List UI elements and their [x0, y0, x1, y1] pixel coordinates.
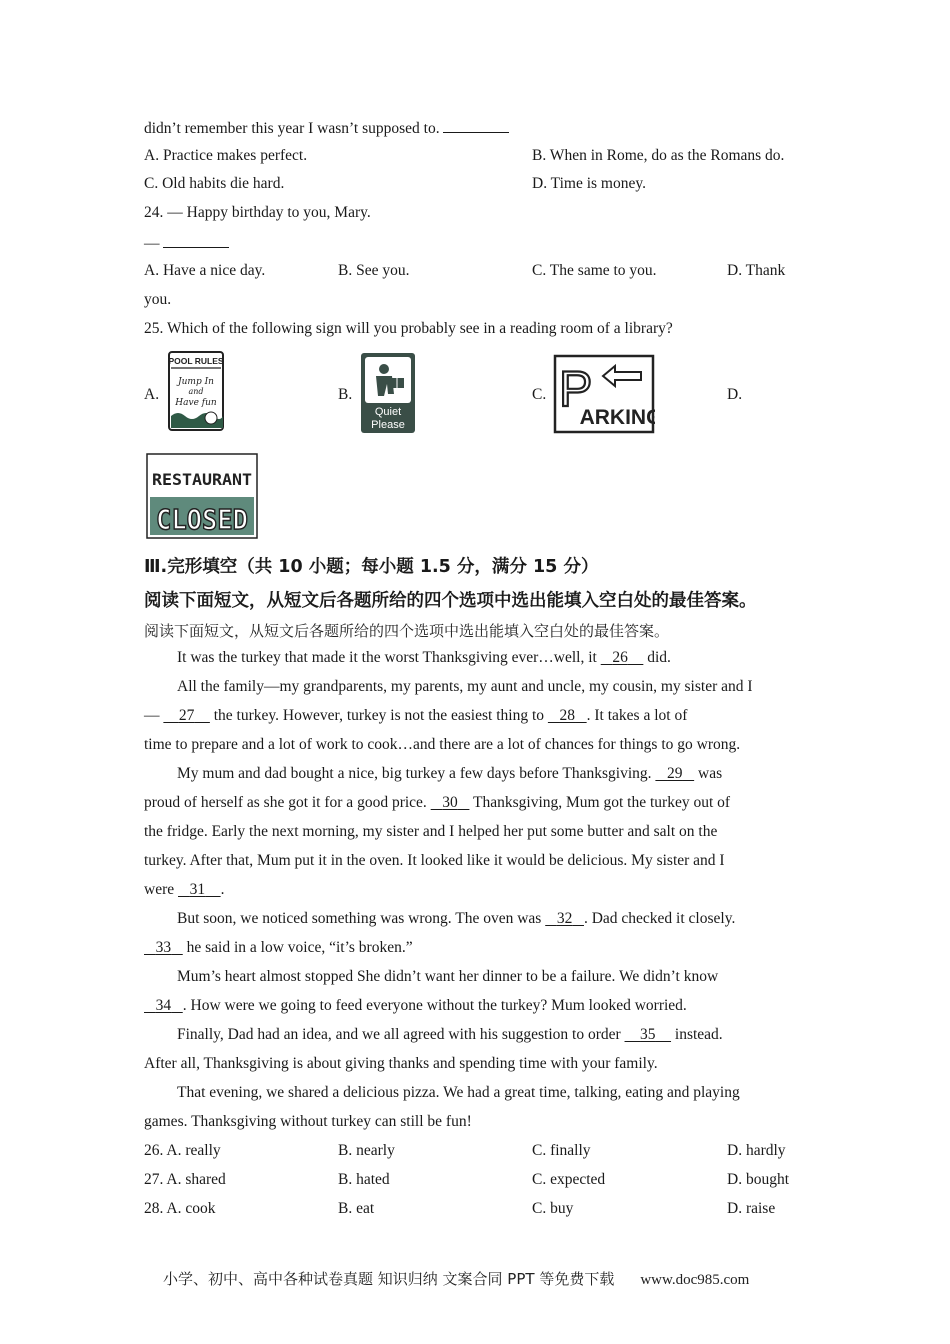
passage-line: time to prepare and a lot of work to cook…and there are a lot of chances for things to go wrong. [144, 736, 741, 753]
q26-option-c: C. finally [532, 1142, 591, 1159]
q24-option-a: A. Have a nice day. [144, 262, 266, 279]
q23-stem-text: didn’t remember this year I wasn’t supposed to. [144, 120, 440, 137]
section-instruction-bold: 阅读下面短文，从短文后各题所给的四个选项中选出能填入空白处的最佳答案。 [144, 591, 757, 611]
restaurant-sign-top: RESTAURANT [152, 470, 252, 489]
q24-option-d: D. Thank [727, 262, 786, 279]
section-heading: Ⅲ.完形填空（共 10 小题；每小题 1.5 分，满分 15 分） [144, 557, 599, 577]
q25-label-b: B. [338, 386, 353, 403]
passage-line: Mum’s heart almost stopped She didn’t want her dinner to be a failure. We didn’t know [177, 968, 719, 985]
passage-text: were [144, 881, 175, 898]
passage-line [177, 909, 735, 929]
blank-number: 26 [612, 649, 628, 666]
blank-32 [545, 910, 584, 927]
q28-option-a: 28. A. cook [144, 1200, 216, 1217]
quiet-sign-line1: Quiet [374, 406, 402, 418]
q25-stem: 25. Which of the following sign will you probably see in a reading room of a library? [144, 320, 673, 337]
q23-option-a: A. Practice makes perfect. [144, 147, 308, 164]
blank-31 [178, 881, 221, 898]
q26-option-a: 26. A. really [144, 1142, 221, 1159]
blank-number: 35 [640, 1026, 656, 1043]
q26-option-b: B. nearly [338, 1142, 395, 1159]
parking-sign-image [553, 354, 655, 439]
passage-line [144, 706, 687, 726]
pool-sign-line1: Jump In [178, 377, 214, 387]
passage-line [144, 938, 413, 958]
passage-text: . It takes a lot of [586, 707, 688, 724]
blank-27 [163, 707, 210, 724]
passage-line [177, 648, 671, 668]
footer-link[interactable]: www.doc985.com [640, 1272, 750, 1288]
q27-option-a: 27. A. shared [144, 1171, 226, 1188]
parking-sign-word: ARKING [579, 406, 655, 429]
q24-reply [144, 232, 229, 254]
blank-number: 27 [178, 707, 195, 724]
q25-label-a: A. [144, 386, 160, 403]
passage-line: That evening, we shared a delicious pizza. We had a great time, talking, eating and playing [177, 1084, 740, 1101]
q27-option-d: D. bought [727, 1171, 789, 1188]
blank-33 [144, 939, 183, 956]
passage-text: was [698, 765, 723, 782]
q24-option-c: C. The same to you. [532, 262, 657, 279]
passage-line: turkey. After that, Mum put it in the oven. It looked like it would be delicious. My sister and I [144, 852, 725, 869]
quiet-sign-line2: Please [371, 419, 405, 431]
pool-rules-sign-image [167, 350, 225, 437]
passage-line [177, 1025, 723, 1045]
section-instruction: 阅读下面短文，从短文后各题所给的四个选项中选出能填入空白处的最佳答案。 [144, 622, 670, 640]
answer-blank [163, 232, 229, 248]
blank-29 [655, 765, 694, 782]
passage-text: — [144, 707, 160, 724]
q23-option-d: D. Time is money. [532, 175, 646, 192]
q24-stem: 24. — Happy birthday to you, Mary. [144, 204, 371, 221]
blank-number: 34 [155, 997, 172, 1014]
q24-reply-dash: — [144, 235, 160, 252]
blank-28 [548, 707, 587, 724]
blank-26 [601, 649, 644, 666]
pool-sign-line2: and [188, 387, 204, 396]
passage-line [144, 793, 730, 813]
passage-text: the turkey. However, turkey is not the easiest thing to [213, 707, 545, 724]
answer-blank [443, 117, 509, 133]
blank-number: 28 [559, 707, 576, 724]
passage-text: Thanksgiving, Mum got the turkey out of [473, 794, 731, 811]
blank-30 [431, 794, 470, 811]
blank-34 [144, 997, 183, 1014]
passage-line: games. Thanksgiving without turkey can still be fun! [144, 1113, 472, 1130]
passage-text: It was the turkey that made it the worst Thanksgiving ever…well, it [177, 649, 597, 666]
q25-label-d: D. [727, 386, 743, 403]
blank-number: 30 [442, 794, 458, 811]
blank-number: 32 [556, 910, 573, 927]
passage-text: he said in a low voice, “it’s broken.” [186, 939, 413, 956]
q23-option-c: C. Old habits die hard. [144, 175, 285, 192]
restaurant-closed-sign-image [146, 453, 258, 544]
passage-line: After all, Thanksgiving is about giving thanks and spending time with your family. [144, 1055, 658, 1072]
q28-option-d: D. raise [727, 1200, 776, 1217]
passage-line [177, 764, 722, 784]
passage-line [144, 996, 687, 1016]
q25-label-c: C. [532, 386, 547, 403]
page-footer [163, 1268, 749, 1289]
blank-number: 29 [667, 765, 683, 782]
passage-text: proud of herself as she got it for a good price. [144, 794, 427, 811]
restaurant-sign-bottom: CLOSED [156, 503, 248, 536]
q28-option-c: C. buy [532, 1200, 574, 1217]
passage-text: Finally, Dad had an idea, and we all agreed with his suggestion to order [177, 1026, 621, 1043]
quiet-please-sign-image [360, 352, 416, 439]
pool-sign-title: POOL RULES [168, 356, 224, 366]
footer-text: 小学、初中、高中各种试卷真题 知识归纳 文案合同 PPT 等免费下载 [163, 1270, 615, 1288]
passage-text: But soon, we noticed something was wrong. The oven was [177, 910, 542, 927]
blank-number: 33 [155, 939, 172, 956]
passage-line: All the family—my grandparents, my parents, my aunt and uncle, my cousin, my sister and I [177, 678, 753, 695]
q28-option-b: B. eat [338, 1200, 375, 1217]
passage-text: . [220, 881, 225, 898]
passage-text: My mum and dad bought a nice, big turkey a few days before Thanksgiving. [177, 765, 652, 782]
passage-text: instead. [674, 1026, 723, 1043]
passage-line [144, 880, 225, 900]
blank-number: 31 [189, 881, 206, 898]
parking-sign-letter: P [559, 361, 593, 417]
q23-option-b: B. When in Rome, do as the Romans do. [532, 147, 785, 164]
q27-option-b: B. hated [338, 1171, 390, 1188]
q24-option-d-continued: you. [144, 291, 172, 308]
q27-option-c: C. expected [532, 1171, 606, 1188]
passage-text: . Dad checked it closely. [583, 910, 736, 927]
q24-option-b: B. See you. [338, 262, 410, 279]
pool-sign-line3: Have fun [175, 398, 217, 408]
q26-option-d: D. hardly [727, 1142, 786, 1159]
passage-line: the fridge. Early the next morning, my sister and I helped her put some butter and salt on the [144, 823, 718, 840]
q23-stem-tail [144, 117, 509, 139]
passage-text: did. [647, 649, 671, 666]
blank-35 [625, 1026, 672, 1043]
passage-text: . How were we going to feed everyone without the turkey? Mum looked worried. [182, 997, 687, 1014]
